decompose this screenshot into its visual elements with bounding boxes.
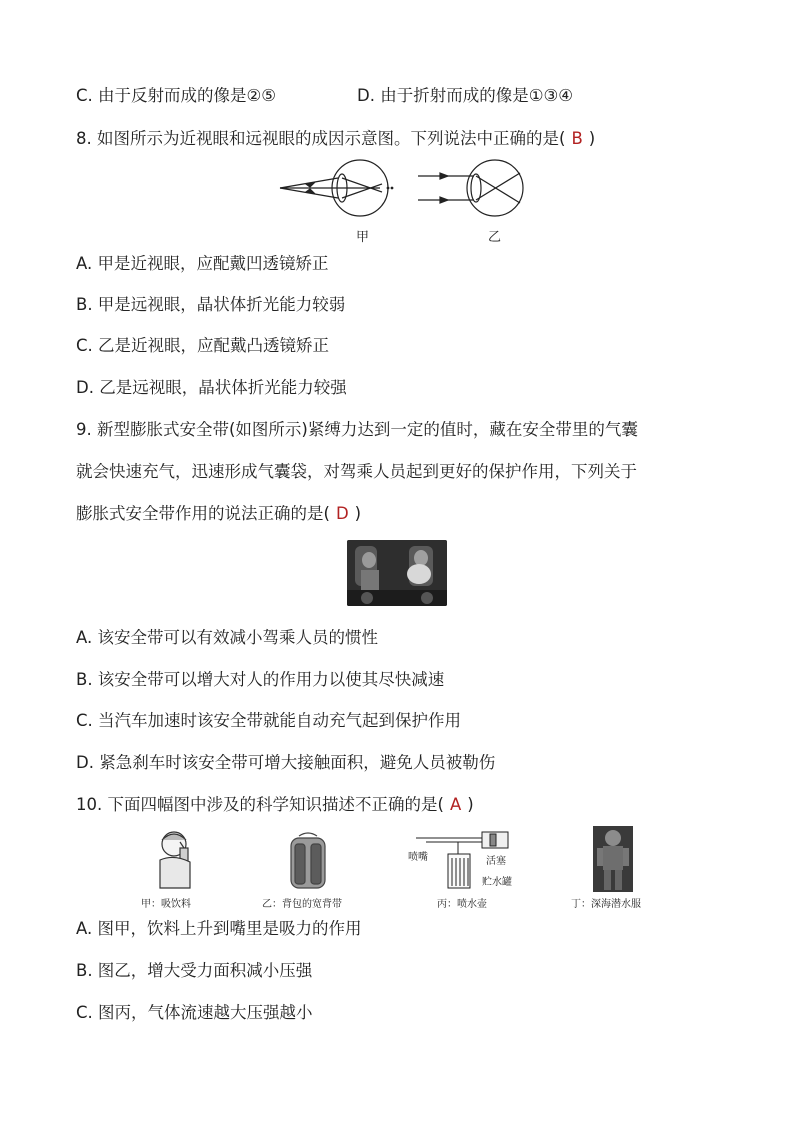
eye-label-jia: 甲 [356, 230, 370, 245]
q9-stem-line2: 就会快速充气，迅速形成气囊袋，对驾乘人员起到更好的保护作用，下列关于 [76, 462, 637, 481]
backpack-figure [285, 830, 331, 892]
q8-option-b: B. 甲是远视眼，晶状体折光能力较弱 [76, 295, 346, 314]
caption-yi: 乙：背包的宽背带 [262, 899, 342, 910]
q8-option-d: D. 乙是远视眼，晶状体折光能力较强 [76, 378, 347, 397]
q8-option-a: A. 甲是近视眼，应配戴凹透镜矫正 [76, 254, 329, 273]
q10-option-b: B. 图乙，增大受力面积减小压强 [76, 961, 313, 980]
seatbelt-photo [347, 540, 447, 606]
q10-stem-text: 10. 下面四幅图中涉及的科学知识描述不正确的是( [76, 795, 444, 814]
caption-ding: 丁：深海潜水服 [571, 899, 641, 910]
q9-stem-line3 [76, 502, 361, 526]
q9-stem-close: ) [354, 504, 362, 523]
q9-option-d: D. 紧急刹车时该安全带可增大接触面积，避免人员被勒伤 [76, 753, 496, 772]
sprayer-label-nozzle: 喷嘴 [408, 852, 428, 863]
q10-stem-close: ) [467, 795, 474, 814]
q10-answer: A [449, 795, 462, 814]
caption-bing: 丙：喷水壶 [437, 899, 487, 910]
q9-option-c: C. 当汽车加速时该安全带就能自动充气起到保护作用 [76, 711, 462, 730]
q10-stem [76, 793, 474, 817]
q8-stem [76, 127, 595, 151]
q10-option-a: A. 图甲，饮料上升到嘴里是吸力的作用 [76, 919, 362, 938]
q7-option-c: C. 由于反射而成的像是②⑤ [76, 86, 277, 105]
q8-stem-text: 8. 如图所示为近视眼和远视眼的成因示意图。下列说法中正确的是( [76, 129, 566, 148]
q9-option-b: B. 该安全带可以增大对人的作用力以使其尽快减速 [76, 670, 445, 689]
diving-suit-figure [593, 826, 633, 892]
eye-label-yi: 乙 [488, 230, 502, 245]
eye-yi [418, 160, 523, 216]
q8-stem-close: ) [588, 129, 596, 148]
q8-answer: B [571, 129, 583, 148]
q9-stem-line1: 9. 新型膨胀式安全带(如图所示)紧缚力达到一定的值时，藏在安全带里的气囊 [76, 420, 638, 439]
q7-option-d: D. 由于折射而成的像是①③④ [357, 86, 574, 105]
drink-figure [150, 828, 200, 892]
q9-option-a: A. 该安全带可以有效减小驾乘人员的惯性 [76, 628, 378, 647]
sprayer-label-tank: 贮水罐 [482, 877, 512, 888]
sprayer-label-piston: 活塞 [486, 856, 506, 867]
q9-answer: D [335, 504, 349, 523]
caption-jia: 甲：吸饮料 [141, 899, 191, 910]
eye-jia [280, 160, 393, 216]
q8-option-c: C. 乙是近视眼，应配戴凸透镜矫正 [76, 336, 330, 355]
q10-option-c: C. 图丙，气体流速越大压强越小 [76, 1003, 313, 1022]
q9-stem-text: 膨胀式安全带作用的说法正确的是( [76, 504, 330, 523]
